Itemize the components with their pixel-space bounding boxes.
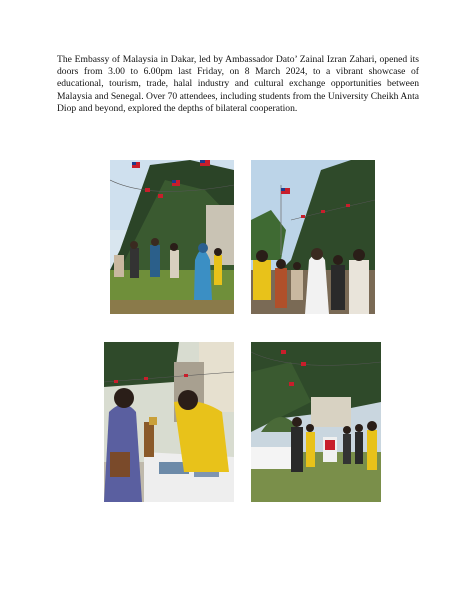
event-photo-garden-stands (251, 342, 381, 502)
body-paragraph: The Embassy of Malaysia in Dakar, led by Ambassador Dato’ Zainal Izran Zahari, opened its doors from 3.00 to 6.00pm last Friday, on 8 March 2024, to a vibrant showcase of educational, tourism, trade, halal industry and cultural exchange opportunities between Malaysia and Senegal. Over 70 attendees, including students from the University Cheikh Anta Diop and beyond, explored the depths of bilateral cooperation. (57, 54, 419, 114)
event-photo-garden-crowd (110, 160, 234, 314)
event-photo-attendees (251, 160, 375, 314)
event-photo-booth (104, 342, 234, 502)
